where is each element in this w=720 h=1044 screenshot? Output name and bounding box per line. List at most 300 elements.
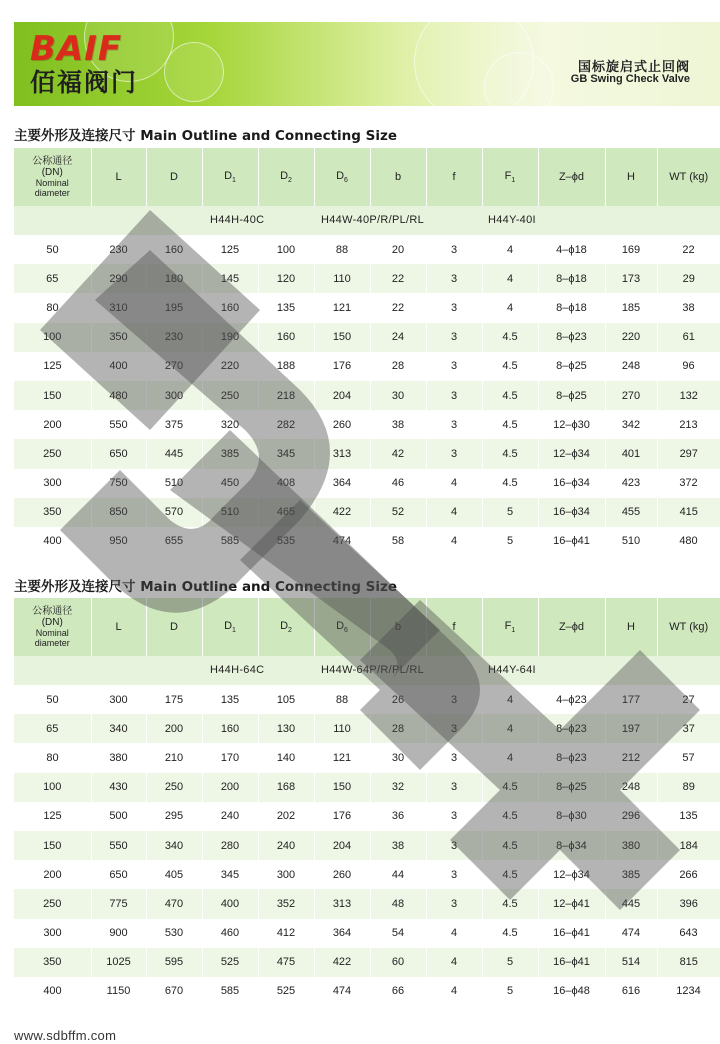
table-cell: 4–ϕ23 <box>538 685 605 714</box>
table-cell: 5 <box>482 498 538 527</box>
table-cell: 160 <box>202 714 258 743</box>
table-cell: 160 <box>258 323 314 352</box>
table-cell: 655 <box>146 527 202 556</box>
table-row <box>14 685 720 714</box>
table-cell: 350 <box>91 323 146 352</box>
model-label: H44W-64P/R/PL/RL <box>321 664 425 676</box>
table-cell: 616 <box>605 977 657 1006</box>
table-cell: 250 <box>146 773 202 802</box>
spec-table-class-64 <box>14 598 720 1006</box>
table-cell: 61 <box>657 323 720 352</box>
section-title-2: 主要外形及连接尺寸 Main Outline and Connecting Size <box>14 579 398 595</box>
table-cell: 8–ϕ18 <box>538 293 605 322</box>
table-cell: 105 <box>258 685 314 714</box>
table-cell: 48 <box>370 889 426 918</box>
table-cell: 4.5 <box>482 919 538 948</box>
table-cell: 150 <box>14 831 91 860</box>
table-cell: 213 <box>657 410 720 439</box>
table-cell: 400 <box>91 352 146 381</box>
table-cell: 650 <box>91 439 146 468</box>
table-cell: 12–ϕ41 <box>538 889 605 918</box>
table-cell: 400 <box>14 527 91 556</box>
table-cell: 66 <box>370 977 426 1006</box>
table-cell: 210 <box>146 743 202 772</box>
table-cell: 22 <box>657 235 720 264</box>
table-cell: 204 <box>314 831 370 860</box>
table-cell: 135 <box>202 685 258 714</box>
table-cell: 80 <box>14 293 91 322</box>
table-cell: 290 <box>91 264 146 293</box>
table-cell: 5 <box>482 527 538 556</box>
table-cell: 3 <box>426 743 482 772</box>
table-cell: 352 <box>258 889 314 918</box>
table-cell: 295 <box>146 802 202 831</box>
table-cell: 190 <box>202 323 258 352</box>
table-cell: 4 <box>426 498 482 527</box>
col-header-d1: $D_1$ <box>202 148 258 206</box>
table-cell: 36 <box>370 802 426 831</box>
table-row <box>14 889 720 918</box>
table-row <box>14 773 720 802</box>
model-label: H44H-64C <box>210 664 265 676</box>
table-cell: 27 <box>657 685 720 714</box>
table-cell: 400 <box>14 977 91 1006</box>
table-cell: 38 <box>370 410 426 439</box>
table-cell: 297 <box>657 439 720 468</box>
table-cell: 4 <box>426 948 482 977</box>
table-cell: 37 <box>657 714 720 743</box>
table-row <box>14 235 720 264</box>
table-cell: 20 <box>370 235 426 264</box>
table-cell: 110 <box>314 714 370 743</box>
model-label: H44Y-40I <box>488 214 536 226</box>
table-cell: 168 <box>258 773 314 802</box>
table-cell: 1234 <box>657 977 720 1006</box>
table-cell: 89 <box>657 773 720 802</box>
table-cell: 4 <box>426 527 482 556</box>
table-cell: 184 <box>657 831 720 860</box>
table-cell: 197 <box>605 714 657 743</box>
table-cell: 120 <box>258 264 314 293</box>
table-cell: 408 <box>258 469 314 498</box>
table-cell: 132 <box>657 381 720 410</box>
table-row <box>14 469 720 498</box>
table-cell: 300 <box>91 685 146 714</box>
table-cell: 530 <box>146 919 202 948</box>
table-cell: 8–ϕ25 <box>538 352 605 381</box>
model-label: H44Y-64I <box>488 664 536 676</box>
table-cell: 550 <box>91 831 146 860</box>
table-cell: 12–ϕ34 <box>538 860 605 889</box>
table-row <box>14 714 720 743</box>
col-header-f: f <box>426 148 482 206</box>
table-cell: 125 <box>14 802 91 831</box>
table-cell: 22 <box>370 293 426 322</box>
table-cell: 150 <box>314 323 370 352</box>
col-header-dn: 公称通径 (DN) Nominal diameter <box>14 598 91 656</box>
table-cell: 150 <box>14 381 91 410</box>
table-cell: 4 <box>482 743 538 772</box>
table-cell: 230 <box>91 235 146 264</box>
col-header-f1: $F_1$ <box>482 148 538 206</box>
table-cell: 44 <box>370 860 426 889</box>
table-cell: 80 <box>14 743 91 772</box>
col-header-d6: $D_6$ <box>314 148 370 206</box>
table-cell: 266 <box>657 860 720 889</box>
table-cell: 270 <box>146 352 202 381</box>
table-cell: 202 <box>258 802 314 831</box>
table-cell: 345 <box>202 860 258 889</box>
col-header-dn: 公称通径 (DN) Nominal diameter <box>14 148 91 206</box>
table-cell: 16–ϕ34 <box>538 469 605 498</box>
table-cell: 8–ϕ25 <box>538 381 605 410</box>
table-cell: 3 <box>426 352 482 381</box>
section-title-1: 主要外形及连接尺寸 Main Outline and Connecting Size <box>14 128 398 144</box>
table-cell: 372 <box>657 469 720 498</box>
table-cell: 160 <box>146 235 202 264</box>
table-cell: 4 <box>482 685 538 714</box>
header-banner <box>14 22 720 106</box>
table-cell: 248 <box>605 773 657 802</box>
col-header-d: D <box>146 598 202 656</box>
col-header-l: L <box>91 148 146 206</box>
table-cell: 4 <box>482 264 538 293</box>
table-cell: 125 <box>202 235 258 264</box>
table-cell: 445 <box>146 439 202 468</box>
table-cell: 100 <box>14 323 91 352</box>
table-cell: 135 <box>657 802 720 831</box>
table-cell: 474 <box>314 977 370 1006</box>
table-cell: 4.5 <box>482 802 538 831</box>
table-cell: 100 <box>258 235 314 264</box>
table-cell: 775 <box>91 889 146 918</box>
table-cell: 250 <box>202 381 258 410</box>
table-cell: 65 <box>14 264 91 293</box>
table-cell: 480 <box>91 381 146 410</box>
table-row <box>14 264 720 293</box>
table-row <box>14 977 720 1006</box>
model-row <box>14 656 720 685</box>
table-cell: 28 <box>370 352 426 381</box>
table-cell: 535 <box>258 527 314 556</box>
table-cell: 24 <box>370 323 426 352</box>
table-cell: 310 <box>91 293 146 322</box>
table-row <box>14 498 720 527</box>
table-cell: 176 <box>314 802 370 831</box>
spec-table-class-40 <box>14 148 720 556</box>
table-cell: 16–ϕ41 <box>538 527 605 556</box>
table-cell: 58 <box>370 527 426 556</box>
table-cell: 280 <box>202 831 258 860</box>
table-cell: 52 <box>370 498 426 527</box>
table-cell: 42 <box>370 439 426 468</box>
table-cell: 218 <box>258 381 314 410</box>
col-header-b: b <box>370 598 426 656</box>
table-cell: 340 <box>146 831 202 860</box>
table-row <box>14 439 720 468</box>
table-cell: 430 <box>91 773 146 802</box>
table-cell: 65 <box>14 714 91 743</box>
table-cell: 150 <box>314 773 370 802</box>
table-row <box>14 381 720 410</box>
table-cell: 8–ϕ23 <box>538 743 605 772</box>
table-cell: 3 <box>426 889 482 918</box>
table-row <box>14 831 720 860</box>
table-cell: 110 <box>314 264 370 293</box>
col-header-f: f <box>426 598 482 656</box>
table-cell: 396 <box>657 889 720 918</box>
col-header-d: D <box>146 148 202 206</box>
model-row <box>14 206 720 235</box>
table-cell: 3 <box>426 264 482 293</box>
table-cell: 16–ϕ48 <box>538 977 605 1006</box>
brand-logo: BAIF <box>30 29 123 69</box>
table-cell: 8–ϕ30 <box>538 802 605 831</box>
table-cell: 4–ϕ18 <box>538 235 605 264</box>
table-cell: 12–ϕ34 <box>538 439 605 468</box>
table-cell: 3 <box>426 439 482 468</box>
table-cell: 96 <box>657 352 720 381</box>
table-cell: 4.5 <box>482 889 538 918</box>
table-cell: 46 <box>370 469 426 498</box>
table-cell: 401 <box>605 439 657 468</box>
table-cell: 176 <box>314 352 370 381</box>
table-cell: 170 <box>202 743 258 772</box>
table-cell: 423 <box>605 469 657 498</box>
table-cell: 3 <box>426 802 482 831</box>
table-row <box>14 323 720 352</box>
table-cell: 342 <box>605 410 657 439</box>
table-row <box>14 743 720 772</box>
table-cell: 240 <box>258 831 314 860</box>
table-cell: 3 <box>426 293 482 322</box>
col-header-wt: WT (kg) <box>657 598 720 656</box>
table-cell: 204 <box>314 381 370 410</box>
product-title-en: GB Swing Check Valve <box>570 73 690 85</box>
table-cell: 160 <box>202 293 258 322</box>
table-cell: 3 <box>426 714 482 743</box>
table-cell: 3 <box>426 235 482 264</box>
table-cell: 30 <box>370 381 426 410</box>
table-cell: 195 <box>146 293 202 322</box>
table-cell: 900 <box>91 919 146 948</box>
table-cell: 22 <box>370 264 426 293</box>
table-cell: 375 <box>146 410 202 439</box>
table-cell: 30 <box>370 743 426 772</box>
table-cell: 1150 <box>91 977 146 1006</box>
table-cell: 3 <box>426 860 482 889</box>
col-header-l: L <box>91 598 146 656</box>
table-cell: 480 <box>657 527 720 556</box>
table-cell: 38 <box>657 293 720 322</box>
table-cell: 445 <box>605 889 657 918</box>
table-cell: 412 <box>258 919 314 948</box>
table-cell: 3 <box>426 685 482 714</box>
col-header-h: H <box>605 598 657 656</box>
table-cell: 350 <box>14 498 91 527</box>
table-cell: 32 <box>370 773 426 802</box>
column-header-row <box>14 148 720 206</box>
table-cell: 12–ϕ30 <box>538 410 605 439</box>
table-cell: 135 <box>258 293 314 322</box>
table-cell: 510 <box>146 469 202 498</box>
table-cell: 100 <box>14 773 91 802</box>
table-cell: 320 <box>202 410 258 439</box>
table-cell: 455 <box>605 498 657 527</box>
table-cell: 200 <box>146 714 202 743</box>
table-cell: 50 <box>14 685 91 714</box>
col-header-d2: $D_2$ <box>258 148 314 206</box>
table-cell: 130 <box>258 714 314 743</box>
table-cell: 16–ϕ41 <box>538 948 605 977</box>
table-cell: 121 <box>314 293 370 322</box>
table-cell: 950 <box>91 527 146 556</box>
table-cell: 4 <box>426 469 482 498</box>
col-header-d6: $D_6$ <box>314 598 370 656</box>
table-cell: 474 <box>314 527 370 556</box>
table-cell: 650 <box>91 860 146 889</box>
table-cell: 260 <box>314 860 370 889</box>
table-cell: 282 <box>258 410 314 439</box>
table-cell: 450 <box>202 469 258 498</box>
table-cell: 50 <box>14 235 91 264</box>
table-cell: 180 <box>146 264 202 293</box>
table-cell: 250 <box>14 439 91 468</box>
col-header-z-d: Z–ϕd <box>538 598 605 656</box>
table-body <box>14 685 720 1006</box>
table-cell: 385 <box>202 439 258 468</box>
table-cell: 16–ϕ41 <box>538 919 605 948</box>
table-cell: 570 <box>146 498 202 527</box>
table-cell: 240 <box>202 802 258 831</box>
table-cell: 415 <box>657 498 720 527</box>
table-body <box>14 235 720 556</box>
table-cell: 140 <box>258 743 314 772</box>
col-header-f1: $F_1$ <box>482 598 538 656</box>
table-cell: 175 <box>146 685 202 714</box>
table-cell: 1025 <box>91 948 146 977</box>
table-cell: 54 <box>370 919 426 948</box>
table-cell: 514 <box>605 948 657 977</box>
table-cell: 4.5 <box>482 439 538 468</box>
table-cell: 643 <box>657 919 720 948</box>
table-cell: 4.5 <box>482 469 538 498</box>
table-cell: 385 <box>605 860 657 889</box>
table-cell: 474 <box>605 919 657 948</box>
table-cell: 200 <box>14 860 91 889</box>
table-row <box>14 352 720 381</box>
table-cell: 188 <box>258 352 314 381</box>
table-cell: 313 <box>314 439 370 468</box>
table-cell: 465 <box>258 498 314 527</box>
table-cell: 4 <box>482 714 538 743</box>
table-cell: 230 <box>146 323 202 352</box>
table-cell: 595 <box>146 948 202 977</box>
table-cell: 57 <box>657 743 720 772</box>
table-cell: 585 <box>202 527 258 556</box>
col-header-d2: $D_2$ <box>258 598 314 656</box>
table-cell: 4.5 <box>482 323 538 352</box>
table-cell: 300 <box>258 860 314 889</box>
table-row <box>14 527 720 556</box>
table-cell: 5 <box>482 977 538 1006</box>
table-cell: 422 <box>314 498 370 527</box>
table-cell: 4.5 <box>482 381 538 410</box>
decorative-bubble <box>164 42 224 102</box>
table-cell: 345 <box>258 439 314 468</box>
model-label: H44W-40P/R/PL/RL <box>321 214 425 226</box>
table-cell: 220 <box>605 323 657 352</box>
table-cell: 510 <box>202 498 258 527</box>
table-cell: 815 <box>657 948 720 977</box>
brand-name-cn: 佰福阀门 <box>30 68 139 97</box>
table-cell: 270 <box>605 381 657 410</box>
table-cell: 29 <box>657 264 720 293</box>
table-cell: 525 <box>258 977 314 1006</box>
col-header-z-d: Z–ϕd <box>538 148 605 206</box>
table-row <box>14 860 720 889</box>
table-cell: 212 <box>605 743 657 772</box>
col-header-d1: $D_1$ <box>202 598 258 656</box>
table-cell: 8–ϕ23 <box>538 323 605 352</box>
table-cell: 121 <box>314 743 370 772</box>
table-cell: 400 <box>202 889 258 918</box>
table-cell: 8–ϕ34 <box>538 831 605 860</box>
table-cell: 350 <box>14 948 91 977</box>
table-cell: 380 <box>91 743 146 772</box>
table-cell: 8–ϕ23 <box>538 714 605 743</box>
table-cell: 60 <box>370 948 426 977</box>
table-cell: 470 <box>146 889 202 918</box>
table-cell: 3 <box>426 381 482 410</box>
table-row <box>14 410 720 439</box>
table-cell: 460 <box>202 919 258 948</box>
table-cell: 313 <box>314 889 370 918</box>
table-cell: 125 <box>14 352 91 381</box>
table-row <box>14 293 720 322</box>
table-cell: 3 <box>426 831 482 860</box>
table-cell: 173 <box>605 264 657 293</box>
table-cell: 250 <box>14 889 91 918</box>
table-cell: 4 <box>426 977 482 1006</box>
table-cell: 185 <box>605 293 657 322</box>
table-cell: 5 <box>482 948 538 977</box>
table-cell: 380 <box>605 831 657 860</box>
table-cell: 550 <box>91 410 146 439</box>
table-cell: 300 <box>14 919 91 948</box>
table-cell: 4.5 <box>482 352 538 381</box>
table-row <box>14 919 720 948</box>
product-title-cn: 国标旋启式止回阀 <box>577 60 690 75</box>
table-cell: 4 <box>482 235 538 264</box>
table-row <box>14 948 720 977</box>
column-header-row <box>14 598 720 656</box>
table-cell: 145 <box>202 264 258 293</box>
table-cell: 300 <box>14 469 91 498</box>
table-cell: 475 <box>258 948 314 977</box>
table-cell: 405 <box>146 860 202 889</box>
table-cell: 850 <box>91 498 146 527</box>
table-cell: 3 <box>426 773 482 802</box>
table-cell: 364 <box>314 469 370 498</box>
table-cell: 4 <box>426 919 482 948</box>
col-header-h: H <box>605 148 657 206</box>
table-cell: 4.5 <box>482 860 538 889</box>
table-cell: 525 <box>202 948 258 977</box>
table-cell: 4.5 <box>482 773 538 802</box>
table-cell: 220 <box>202 352 258 381</box>
table-cell: 4.5 <box>482 831 538 860</box>
